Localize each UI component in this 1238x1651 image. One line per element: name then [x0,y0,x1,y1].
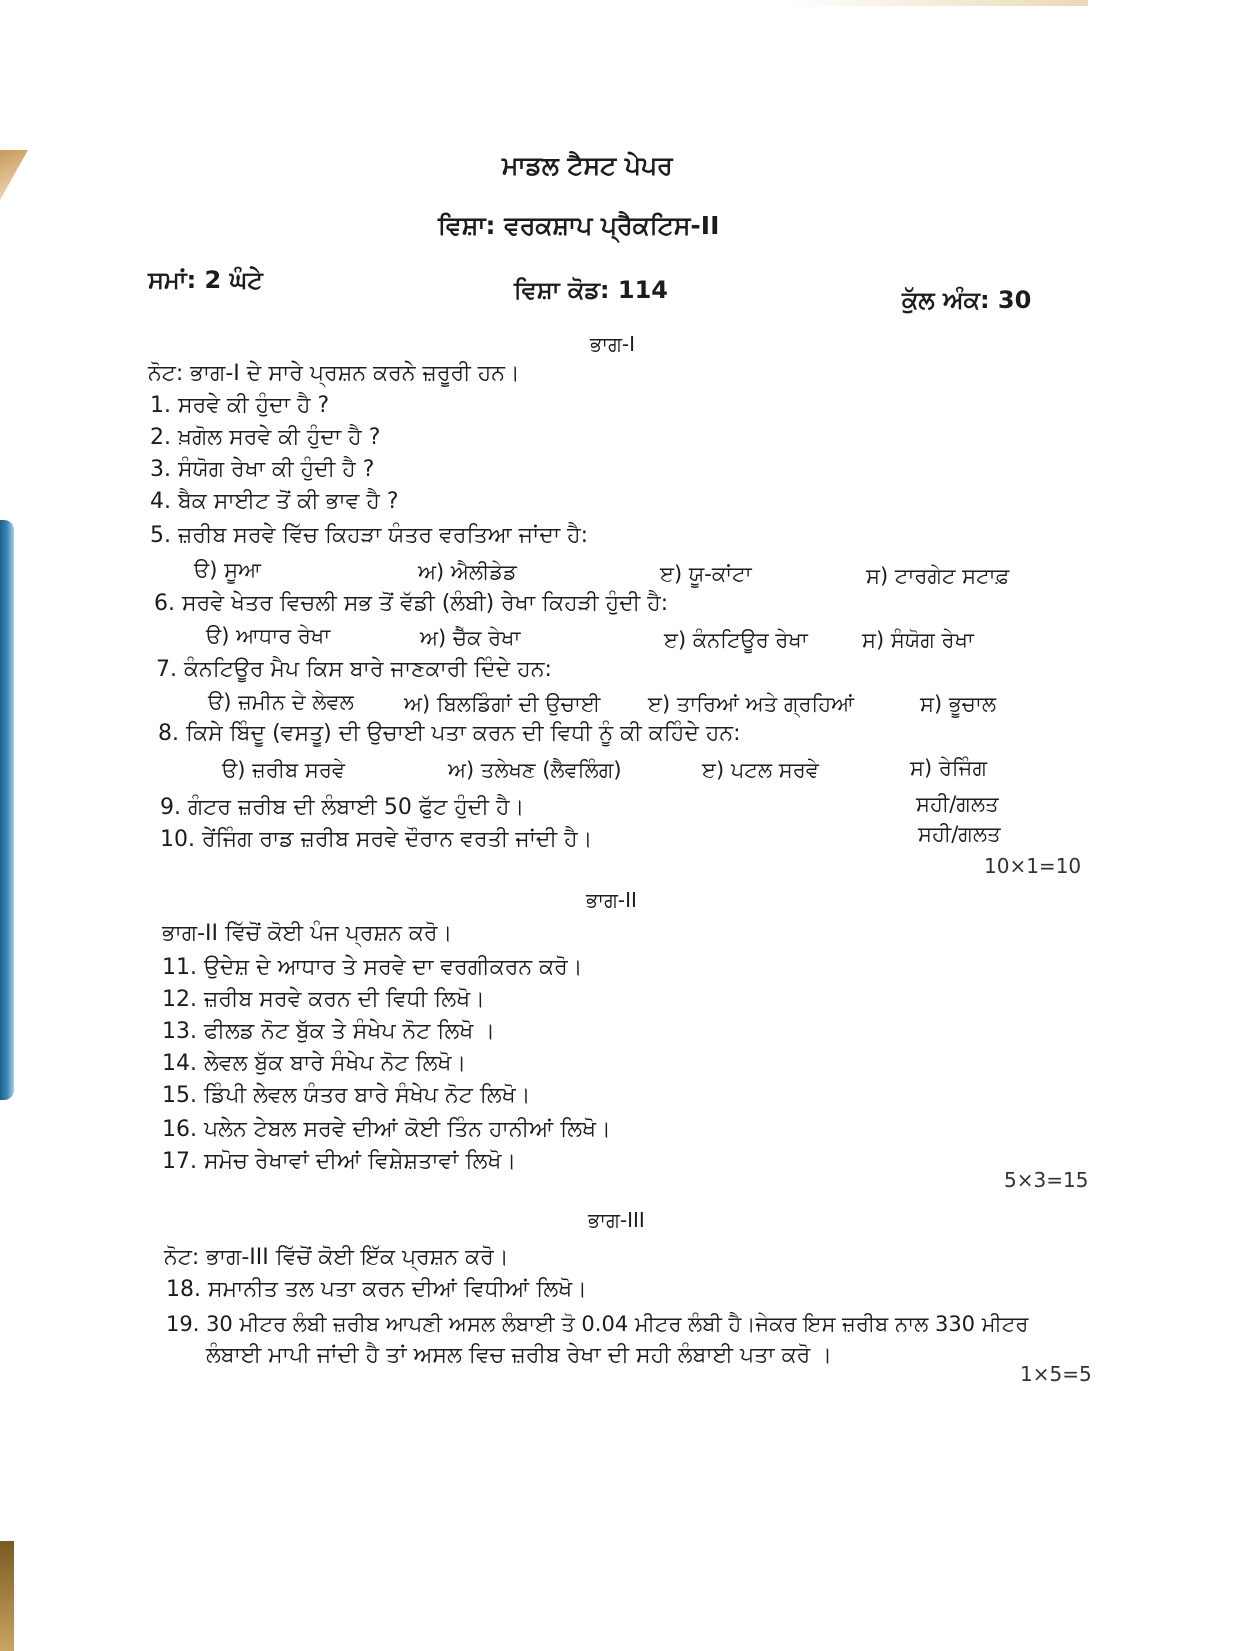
total-marks: ਕੁੱਲ ਅੰਕ: 30 [902,286,1032,314]
option: ਸ) ਟਾਰਗੇਟ ਸਟਾਫ਼ [866,564,1010,588]
question: 5. ਜ਼ਰੀਬ ਸਰਵੇ ਵਿੱਚ ਕਿਹੜਾ ਯੰਤਰ ਵਰਤਿਆ ਜਾਂਦਾ ਹੈ: [150,523,589,548]
time-allowed: ਸਮਾਂ: 2 ਘੰਟੇ [148,266,263,294]
question: 14. ਲੇਵਲ ਬੁੱਕ ਬਾਰੇ ਸੰਖੇਪ ਨੋਟ ਲਿਖੋ। [162,1051,467,1076]
background-surface-edge [0,1541,14,1651]
option: ੲ) ਕੰਨਟਿਊਰ ਰੇਖਾ [664,628,808,652]
subject-line: ਵਿਸ਼ਾ: ਵਰਕਸ਼ਾਪ ਪ੍ਰੈਕਟਿਸ-II [438,211,720,240]
option: ੳ) ਸੂਆ [194,558,261,582]
section-heading: ਭਾਗ-I [590,332,636,356]
section-note: ਨੋਟ: ਭਾਗ-I ਦੇ ਸਾਰੇ ਪ੍ਰਸ਼ਨ ਕਰਨੇ ਜ਼ਰੂਰੀ ਹਨ। [148,361,520,386]
option: ੳ) ਆਧਾਰ ਰੇਖਾ [206,624,331,648]
true-false-label: ਸਹੀ/ਗਲਤ [918,822,1001,846]
option: ਅ) ਬਿਲਡਿੰਗਾਂ ਦੀ ਉਚਾਈ [404,692,601,716]
option: ੲ) ਪਟਲ ਸਰਵੇ [702,758,819,782]
marks-scheme: 5×3=15 [1004,1168,1089,1192]
option: ਅ) ਐਲੀਡੇਡ [418,560,517,584]
question: 16. ਪਲੇਨ ਟੇਬਲ ਸਰਵੇ ਦੀਆਂ ਕੋਈ ਤਿੰਨ ਹਾਨੀਆਂ ਲਿਖੋ। [162,1117,611,1142]
option: ੲ) ਯੂ-ਕਾਂਟਾ [660,562,752,586]
section-note: ਭਾਗ-II ਵਿੱਚੋਂ ਕੋਈ ਪੰਜ ਪ੍ਰਸ਼ਨ ਕਰੋ। [162,921,453,946]
paper-title: ਮਾਡਲ ਟੈਸਟ ਪੇਪਰ [502,151,673,180]
marks-scheme: 10×1=10 [984,854,1082,878]
question: 4. ਬੈਕ ਸਾਈਟ ਤੋਂ ਕੀ ਭਾਵ ਹੈ ? [150,489,399,514]
question: 15. ਡਿੰਪੀ ਲੇਵਲ ਯੰਤਰ ਬਾਰੇ ਸੰਖੇਪ ਨੋਟ ਲਿਖੋ। [162,1083,531,1108]
background-fabric-edge [0,520,14,1100]
option: ੳ) ਜ਼ਰੀਬ ਸਰਵੇ [222,758,346,782]
paper-corner-shadow [788,0,1088,6]
question: 7. ਕੰਨਟਿਊਰ ਮੈਪ ਕਿਸ ਬਾਰੇ ਜਾਣਕਾਰੀ ਦਿੰਦੇ ਹਨ: [156,657,552,682]
question: 12. ਜ਼ਰੀਬ ਸਰਵੇ ਕਰਨ ਦੀ ਵਿਧੀ ਲਿਖੋ। [162,987,485,1012]
option: ੳ) ਜ਼ਮੀਨ ਦੇ ਲੇਵਲ [208,690,354,714]
question: 10. ਰੇਂਜਿੰਗ ਰਾਡ ਜ਼ਰੀਬ ਸਰਵੇ ਦੌਰਾਨ ਵਰਤੀ ਜਾਂਦੀ ਹੈ। [160,827,593,852]
subject-code: ਵਿਸ਼ਾ ਕੋਡ: 114 [514,276,668,304]
question: 6. ਸਰਵੇ ਖੇਤਰ ਵਿਚਲੀ ਸਭ ਤੋਂ ਵੱਡੀ (ਲੰਬੀ) ਰੇਖਾ ਕਿਹੜੀ ਹੁੰਦੀ ਹੈ: [154,591,669,616]
option: ੲ) ਤਾਰਿਆਂ ਅਤੇ ਗ੍ਰਹਿਆਂ [648,692,855,716]
question: 2. ਖ਼ਗੋਲ ਸਰਵੇ ਕੀ ਹੁੰਦਾ ਹੈ ? [150,425,381,450]
section-note: ਨੋਟ: ਭਾਗ-III ਵਿੱਚੋਂ ਕੋਈ ਇੱਕ ਪ੍ਰਸ਼ਨ ਕਰੋ। [164,1245,509,1270]
question: 13. ਫੀਲਡ ਨੋਟ ਬੁੱਕ ਤੇ ਸੰਖੇਪ ਨੋਟ ਲਿਖੋ । [162,1019,496,1044]
question: 1. ਸਰਵੇ ਕੀ ਹੁੰਦਾ ਹੈ ? [150,393,330,418]
option: ਅ) ਚੈੱਕ ਰੇਖਾ [420,626,521,650]
true-false-label: ਸਹੀ/ਗਲਤ [916,792,999,816]
question: 11. ਉਦੇਸ਼ ਦੇ ਆਧਾਰ ਤੇ ਸਰਵੇ ਦਾ ਵਰਗੀਕਰਨ ਕਰੋ। [162,955,583,980]
option: ਸ) ਭੂਚਾਲ [920,692,997,716]
paper-corner-shadow [0,150,28,200]
question-continuation: ਲੰਬਾਈ ਮਾਪੀ ਜਾਂਦੀ ਹੈ ਤਾਂ ਅਸਲ ਵਿਚ ਜ਼ਰੀਬ ਰੇਖਾ ਦੀ ਸਹੀ ਲੰਬਾਈ ਪਤਾ ਕਰੋ । [206,1343,833,1368]
option: ਸ) ਸੰਯੋਗ ਰੇਖਾ [862,628,974,652]
question: 9. ਗੰਟਰ ਜ਼ਰੀਬ ਦੀ ਲੰਬਾਈ 50 ਫੁੱਟ ਹੁੰਦੀ ਹੈ। [160,795,525,820]
option: ਸ) ਰੇਜਿੰਗ [910,756,987,780]
marks-scheme: 1×5=5 [1020,1362,1092,1386]
question: 18. ਸਮਾਨੀਤ ਤਲ ਪਤਾ ਕਰਨ ਦੀਆਂ ਵਿਧੀਆਂ ਲਿਖੋ। [166,1277,587,1302]
question: 17. ਸਮੋਚ ਰੇਖਾਵਾਂ ਦੀਆਂ ਵਿਸ਼ੇਸ਼ਤਾਵਾਂ ਲਿਖੋ। [162,1149,517,1174]
section-heading: ਭਾਗ-II [586,888,637,912]
question: 3. ਸੰਯੋਗ ਰੇਖਾ ਕੀ ਹੁੰਦੀ ਹੈ ? [150,457,375,482]
question: 19. 30 ਮੀਟਰ ਲੰਬੀ ਜ਼ਰੀਬ ਆਪਣੀ ਅਸਲ ਲੰਬਾਈ ਤੋ 0.04 ਮੀਟਰ ਲੰਬੀ ਹੈ।ਜੇਕਰ ਇਸ ਜ਼ਰੀਬ ਨਾਲ 330 ਮੀਟਰ [166,1312,1029,1336]
option: ਅ) ਤਲੇਖਣ (ਲੈਵਲਿੰਗ) [448,758,622,782]
section-heading: ਭਾਗ-III [588,1208,645,1232]
question: 8. ਕਿਸੇ ਬਿੰਦੂ (ਵਸਤੂ) ਦੀ ਉਚਾਈ ਪਤਾ ਕਰਨ ਦੀ ਵਿਧੀ ਨੂੰ ਕੀ ਕਹਿੰਦੇ ਹਨ: [158,721,741,746]
